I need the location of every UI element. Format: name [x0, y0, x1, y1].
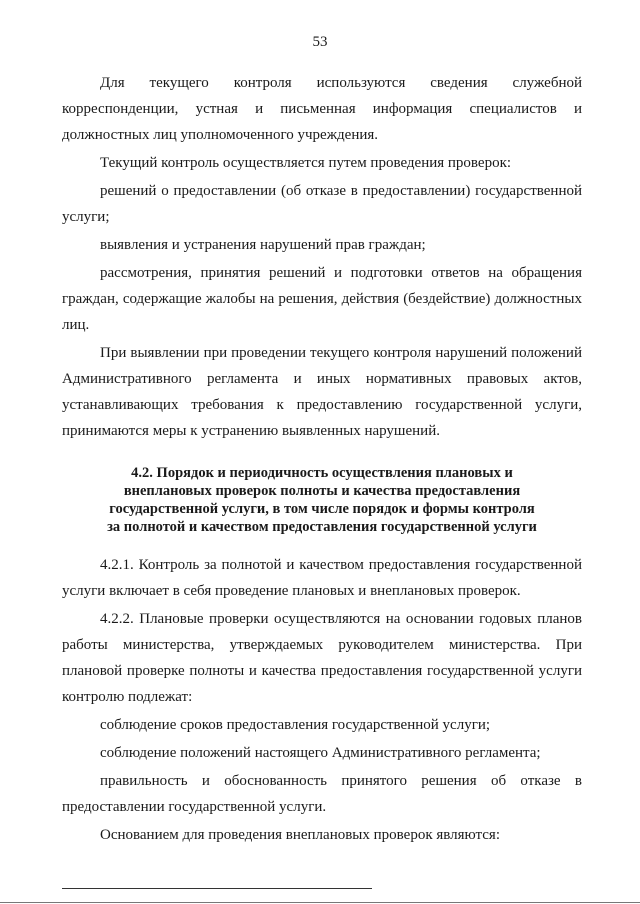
paragraph-check-refusal: правильность и обоснованность принятого решения об отказе в предоставлении государственной услуги. [62, 773, 582, 815]
paragraph-check-regulation: соблюдение положений настоящего Административного регламента; [100, 745, 541, 761]
paragraph-unscheduled-grounds: Основанием для проведения внеплановых проверок являются: [100, 827, 500, 843]
paragraph-check-violations: выявления и устранения нарушений прав граждан; [100, 237, 426, 253]
paragraph-check-deadlines: соблюдение сроков предоставления государственной услуги; [100, 717, 491, 733]
paragraph-check-appeals: рассмотрения, принятия решений и подготовки ответов на обращения граждан, содержащие жалобы на решения, действия (бездействие) должностных лиц. [62, 265, 582, 333]
page-number: 53 [312, 34, 328, 50]
footer-rule [62, 888, 372, 889]
paragraph-4-2-2: 4.2.2. Плановые проверки осуществляются на основании годовых планов работы министерства, утверждаемых руководителем министерства. При плановой проверке полноты и качества предоставления государственной услуги контролю подлежат: [62, 611, 582, 705]
paragraph-4-2-1: 4.2.1. Контроль за полнотой и качеством предоставления государственной услуги включает в себя проведение плановых и внеплановых проверок. [62, 557, 582, 599]
paragraph-current-control-sources: Для текущего контроля используются сведения служебной корреспонденции, устная и письменная информация специалистов и должностных лиц уполномоченного учреждения. [62, 75, 582, 143]
section-heading: 4.2. Порядок и периодичность осуществления плановых и внеплановых проверок полноты и качества предоставления государственной услуги, в том числе порядок и формы контроля за полнотой и качеством предоставления государственной услуги [107, 465, 537, 535]
paragraph-violation-measures: При выявлении при проведении текущего контроля нарушений положений Административного регламента и иных нормативных правовых актов, устанавливающих требования к предоставлению государственной услуги, принимаются меры к устранению выявленных нарушений. [62, 345, 582, 439]
paragraph-check-decisions: решений о предоставлении (об отказе в предоставлении) государственной услуги; [62, 183, 582, 225]
paragraph-current-control-method: Текущий контроль осуществляется путем проведения проверок: [100, 155, 512, 171]
scan-edge-line [0, 902, 640, 903]
document-body [62, 70, 582, 848]
